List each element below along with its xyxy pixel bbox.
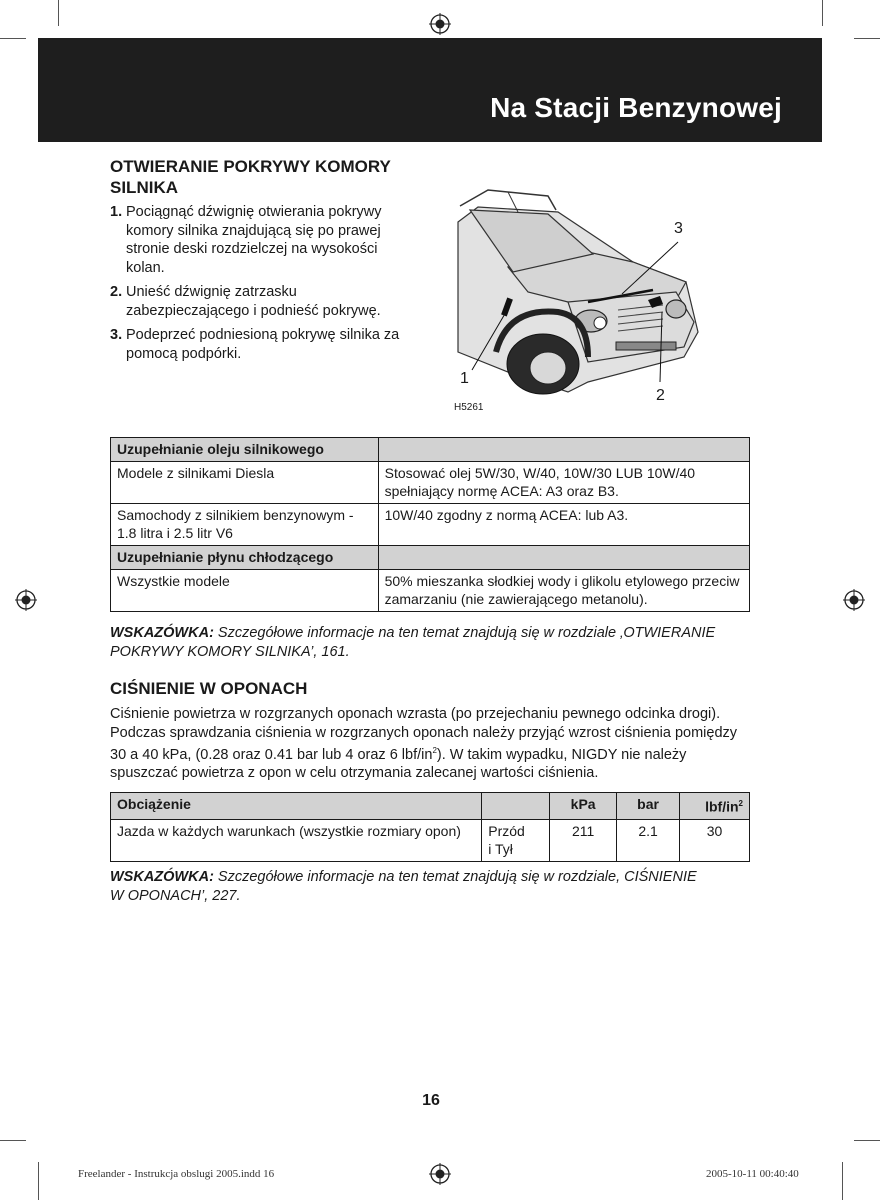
registration-mark-icon <box>843 589 865 611</box>
table-row: Obciążenie kPa bar lbf/$in^2$ <box>111 793 750 820</box>
table-row: Wszystkie modele 50% mieszanka słodkiej wody i glikolu etylowego przeciw zamarzaniu (nie zawierającego metanolu). <box>111 570 750 612</box>
chapter-header <box>38 38 822 142</box>
list-item: 1. Pociągnąć dźwignię otwierania pokrywy komory silnika znajdującą się po prawej stronie deski rozdzielczej na wysokości kolan. <box>110 204 382 276</box>
table-row: Uzupełnianie płynu chłodzącego <box>111 546 750 570</box>
crop-mark <box>0 38 26 39</box>
car-front-icon <box>448 182 710 422</box>
car-illustration <box>448 182 710 422</box>
table-row: Jazda w każdych warunkach (wszystkie rozmiary opon) Przód i Tył 211 2.1 30 <box>111 819 750 861</box>
list-item: 2. Unieść dźwignię zatrzasku zabezpieczającego i podnieść pokrywę. <box>110 284 381 319</box>
registration-mark-icon <box>429 1163 451 1185</box>
hood-opening-section <box>110 156 420 369</box>
page-number: 16 <box>422 1092 440 1109</box>
body-paragraph: Ciśnienie powietrza w rozgrzanych oponach wzrasta (po przejechaniu pewnego odcinka drogi). Podczas sprawdzania ciśnienia w rozgrzanych oponach należy przyjąć wzrost ciśnienia pomiędzy 30 a 40 kPa, (0.28 oraz 0.41 bar lub 4 oraz 6 lbf/$in^2$). W takim wypadku, NIGDY nie należy spuszczać powietrza z opon w celu otrzymania zalecanej wartości ciśnienia. <box>110 706 738 782</box>
steps-list <box>110 203 420 363</box>
crop-mark <box>854 1140 880 1141</box>
registration-mark-icon <box>429 13 451 35</box>
callout-1: 1 <box>460 370 469 387</box>
crop-mark <box>842 1162 843 1200</box>
table-row: Modele z silnikami Diesla Stosować olej 5W/30, W/40, 10W/30 LUB 10W/40 spełniający normę ACEA: A3 oraz B3. <box>111 462 750 504</box>
section-heading: CIŚNIENIE W OPONACH <box>110 679 308 698</box>
hint-note: WSKAZÓWKA: Szczegółowe informacje na ten temat znajdują się w rozdziale ‚OTWIERANIE POKRYWY KOMORY SILNIKA’, 161. <box>110 625 716 660</box>
hint-note: WSKAZÓWKA: Szczegółowe informacje na ten temat znajdują się w rozdziale, CIŚNIENIE W OPONACH’, 227. <box>110 869 697 904</box>
tyre-pressure-table <box>110 792 750 862</box>
list-item: 3. Podeprzeć podniesioną pokrywę silnika za pomocą podpórki. <box>110 327 400 362</box>
section-heading: OTWIERANIE POKRYWY KOMORY SILNIKA <box>110 157 391 197</box>
table-row: Uzupełnianie oleju silnikowego <box>111 438 750 462</box>
figure-code: H5261 <box>454 402 484 413</box>
callout-3: 3 <box>674 220 683 237</box>
fluids-table <box>110 437 750 612</box>
table-row: Samochody z silnikiem benzynowym - 1.8 litra i 2.5 litr V6 10W/40 zgodny z normą ACEA: lub A3. <box>111 504 750 546</box>
crop-mark <box>58 0 59 26</box>
callout-2: 2 <box>656 387 665 404</box>
registration-mark-icon <box>15 589 37 611</box>
footer-timestamp: 2005-10-11 00:40:40 <box>706 1168 799 1180</box>
crop-mark <box>0 1140 26 1141</box>
page-title: Na Stacji Benzynowej <box>490 92 782 123</box>
crop-mark <box>854 38 880 39</box>
tyre-pressure-section <box>110 678 750 783</box>
crop-mark <box>822 0 823 26</box>
crop-mark <box>38 1162 39 1200</box>
footer-file-info: Freelander - Instrukcja obslugi 2005.indd 16 <box>78 1168 275 1180</box>
